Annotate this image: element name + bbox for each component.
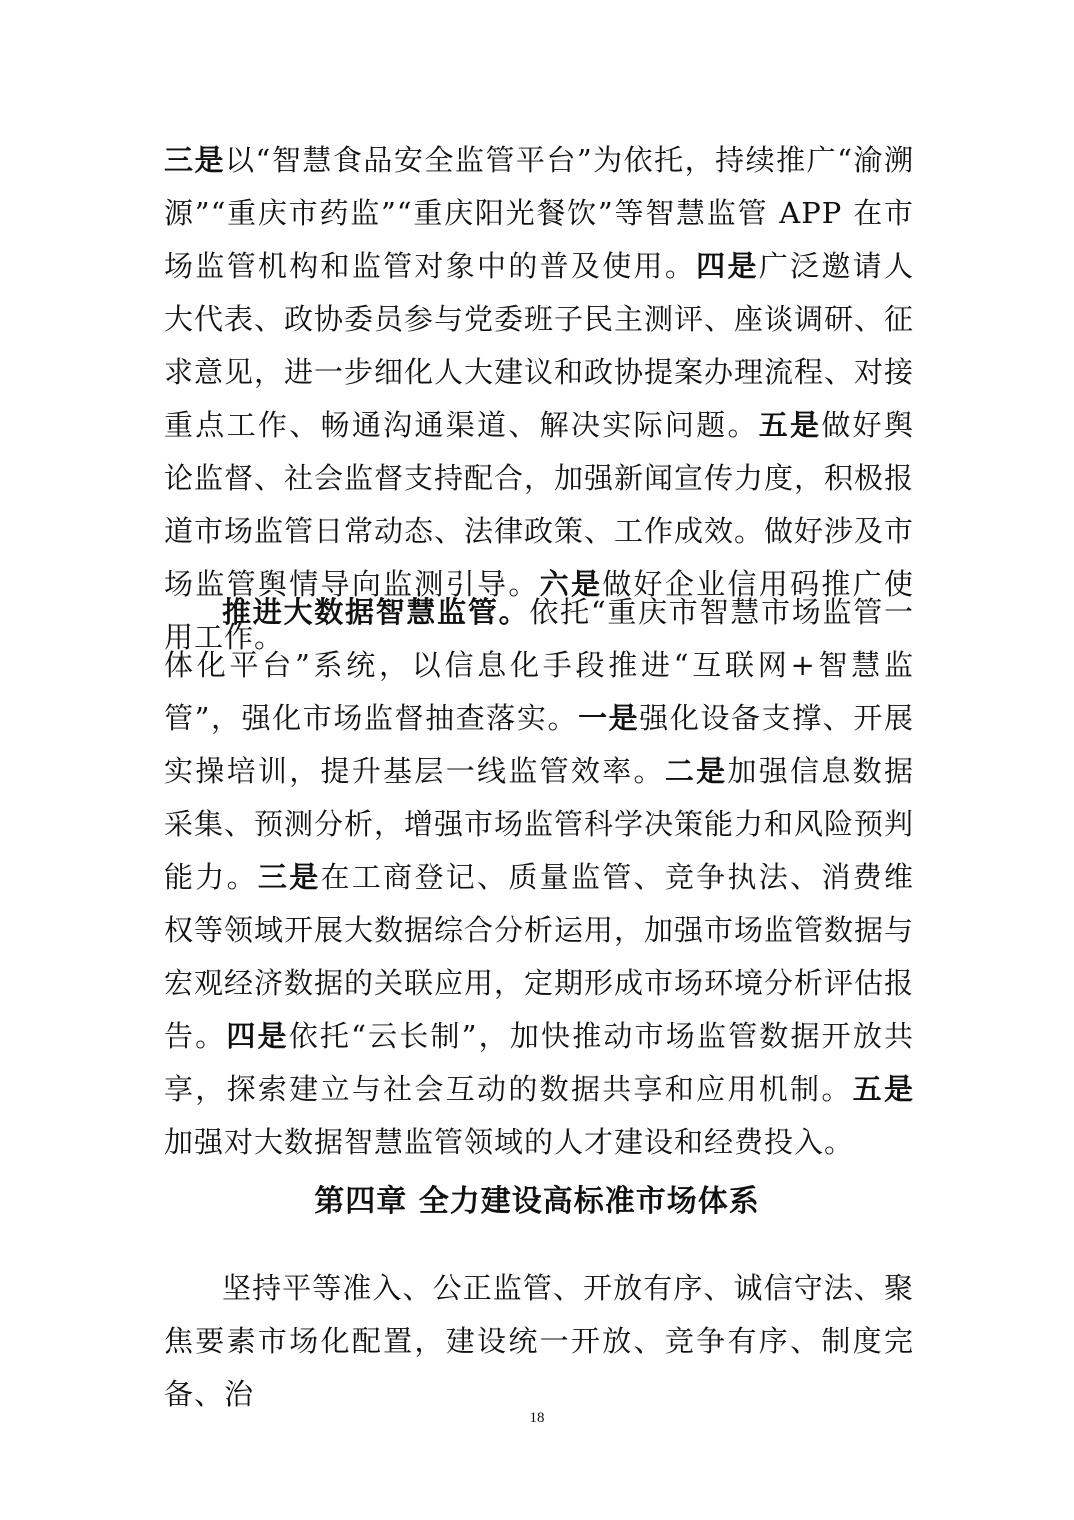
paragraph-2-segment: 三是 xyxy=(257,860,321,894)
paragraph-2 xyxy=(164,586,914,1169)
paragraph-1 xyxy=(164,134,914,664)
paragraph-2-segment: 加强对大数据智慧监管领域的人才建设和经费投入。 xyxy=(164,1125,855,1159)
chapter-title: 第四章 全力建设高标准市场体系 xyxy=(314,1184,760,1219)
paragraph-block-1 xyxy=(164,134,914,664)
page-number: 18 xyxy=(529,1410,545,1426)
paragraph-1-segment: 以“智慧食品安全监管平台”为依托，持续推广“渝溯源”“重庆市药监”“重庆阳光餐饮”等智慧监管 APP 在市场监管机构和监管对象中的普及使用。 xyxy=(164,143,914,283)
paragraph-1-segment: 做好企业信用码推广使用工作。 xyxy=(164,567,914,654)
paragraph-1-segment: 六是 xyxy=(539,567,603,601)
paragraph-1-segment: 三是 xyxy=(164,143,226,177)
paragraph-3 xyxy=(164,1262,914,1421)
paragraph-2-segment: 依托“重庆市智慧市场监管一体化平台”系统，以信息化手段推进“互联网+智慧监管”，强化市场监督抽查落实。 xyxy=(164,595,914,735)
paragraph-2-segment: 一是 xyxy=(578,701,640,735)
paragraph-2-segment: 推进大数据智慧监管。 xyxy=(222,595,530,629)
paragraph-2-segment: 强化设备支撑、开展实操培训，提升基层一线监管效率。 xyxy=(164,701,914,788)
paragraph-1-segment: 四是 xyxy=(696,249,759,283)
paragraph-1-segment: 广泛邀请人大代表、政协委员参与党委班子民主测评、座谈调研、征求意见，进一步细化人大建议和政协提案办理流程、对接重点工作、畅通沟通渠道、解决实际问题。 xyxy=(164,249,915,442)
paragraph-2-segment: 二是 xyxy=(664,754,728,788)
paragraph-2-segment: 在工商登记、质量监管、竞争执法、消费维权等领域开展大数据综合分析运用，加强市场监管数据与宏观经济数据的关联应用，定期形成市场环境分析评估报告。 xyxy=(164,860,915,1053)
paragraph-1-segment: 做好舆论监督、社会监督支持配合，加强新闻宣传力度，积极报道市场监管日常动态、法律政策、工作成效。做好涉及市场监管舆情导向监测引导。 xyxy=(164,408,915,601)
paragraph-1-segment: 五是 xyxy=(758,408,822,442)
paragraph-block-3 xyxy=(164,1262,914,1421)
paragraph-2-segment: 四是 xyxy=(226,1019,289,1053)
paragraph-3-segment: 坚持平等准入、公正监管、开放有序、诚信守法、聚焦要素市场化配置，建设统一开放、竞争有序、制度完备、治 xyxy=(164,1271,914,1411)
paragraph-2-segment: 加强信息数据采集、预测分析，增强市场监管科学决策能力和风险预判能力。 xyxy=(164,754,915,894)
paragraph-block-2 xyxy=(164,586,914,1169)
paragraph-2-segment: 五是 xyxy=(852,1072,914,1106)
paragraph-2-segment: 依托“云长制”，加快推动市场监管数据开放共享，探索建立与社会互动的数据共享和应用机制。 xyxy=(164,1019,914,1106)
